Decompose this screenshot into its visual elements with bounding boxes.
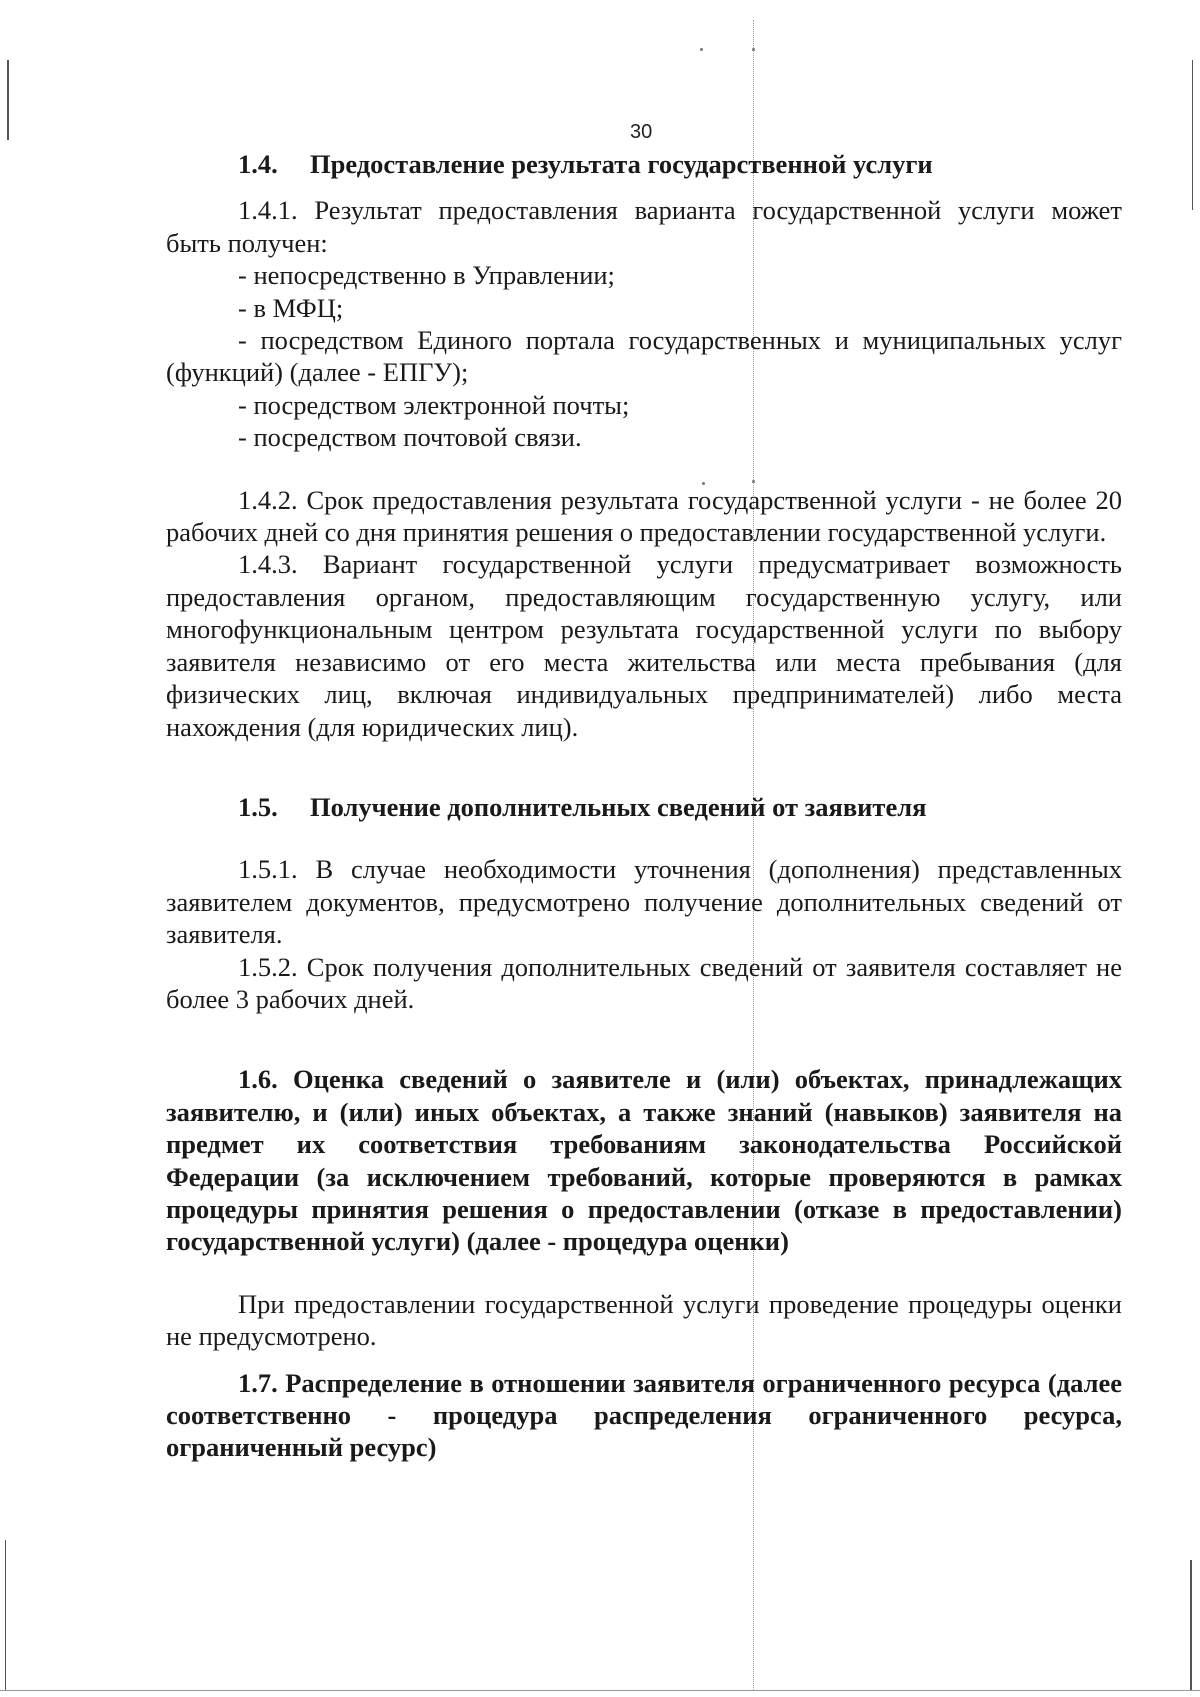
section-1-7-heading: 1.7. Распределение в отношении заявителя ограниченного ресурса (далее соответственно - процедура распределения ограниченного ресурса, ограниченный ресурс): [166, 1367, 1122, 1463]
scan-edge-bottom: [0, 1690, 1200, 1691]
section-1-5-heading: [238, 791, 1122, 823]
paragraph-1-6: При предоставлении государственной услуги проведение процедуры оценки не предусмотрено.: [166, 1288, 1122, 1352]
list-item: - посредством электронной почты;: [238, 389, 630, 420]
section-1-5-title: Получение дополнительных сведений от заявителя: [310, 791, 927, 822]
list-item: - посредством Единого портала государственных и муниципальных услуг (функций) (далее - ЕПГУ);: [166, 325, 1122, 388]
scan-edge-right-bottom: [1190, 1560, 1192, 1690]
paragraph-1-4-1: 1.4.1. Результат предоставления варианта государственной услуги может быть получен:: [166, 195, 1122, 258]
paragraph-1-4-2: 1.4.2. Срок предоставления результата государственной услуги - не более 20 рабочих дней со дня принятия решения о предоставлении государственной услуги.: [166, 484, 1122, 548]
section-1-4-title: Предоставление результата государственной услуги: [310, 149, 933, 179]
scan-speck: [752, 48, 755, 51]
scan-speck: [700, 48, 703, 51]
section-1-5-number: 1.5.: [238, 791, 278, 822]
paragraph-1-5-2: 1.5.2. Срок получения дополнительных сведений от заявителя составляет не более 3 рабочих дней.: [166, 951, 1122, 1014]
scan-edge-left-bottom: [5, 1540, 6, 1690]
paragraph-1-5-1: 1.5.1. В случае необходимости уточнения (дополнения) представленных заявителем документов, предусмотрено получение дополнительных сведений от заявителя.: [166, 854, 1122, 950]
list-item: - непосредственно в Управлении;: [238, 260, 615, 291]
scan-edge-right: [1192, 60, 1193, 210]
section-1-4-number: 1.4.: [238, 149, 278, 179]
page-number: 30: [630, 121, 653, 143]
scan-edge-left-top: [7, 60, 9, 140]
paragraph-1-4-3: 1.4.3. Вариант государственной услуги предусматривает возможность предоставления органом, предоставляющим государственную услугу, или многофункциональным центром результата государственной услуги по выбору заявителя независимо от его места жительства или места пребывания (для физических лиц, включая индивидуальных предпринимателей) либо места нахождения (для юридических лиц).: [166, 549, 1122, 742]
list-item: - в МФЦ;: [238, 292, 344, 323]
document-body: [166, 148, 1122, 1464]
section-1-6-heading: 1.6. Оценка сведений о заявителе и (или) объектах, принадлежащих заявителю, и (или) иных объектах, а также знаний (навыков) заявителя на предмет их соответствия требованиям законодательства Российской Федерации (за исключением требований, которые проверяются в рамках процедуры принятия решения о предоставлении (отказе в предоставлении) государственной услуги) (далее - процедура оценки): [166, 1064, 1122, 1257]
section-1-4-heading: [238, 148, 1122, 180]
list-item: - посредством почтовой связи.: [238, 422, 582, 453]
